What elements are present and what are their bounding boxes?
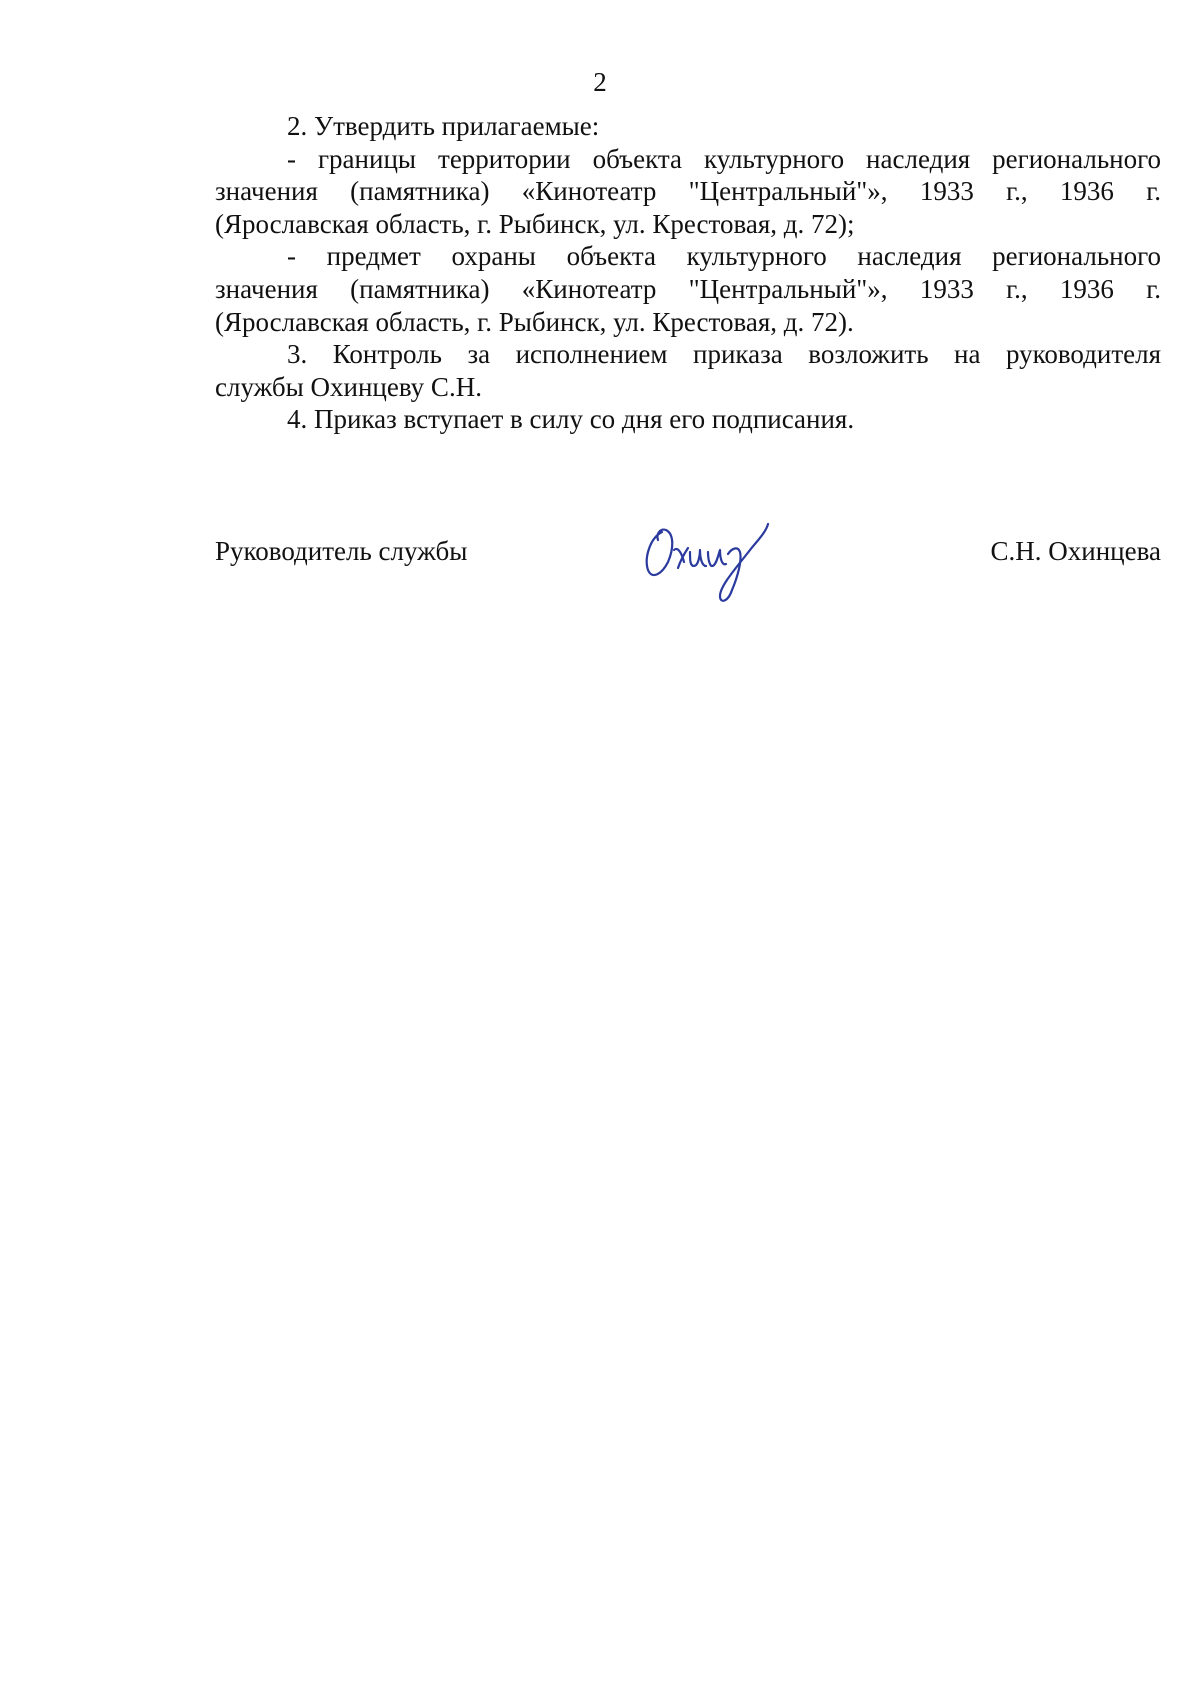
- clause-4: 4. Приказ вступает в силу со дня его подписания.: [287, 404, 855, 435]
- clause-3-line-1: 3. Контроль за исполнением приказа возложить на руководителя: [287, 339, 1161, 370]
- signatory-name: С.Н. Охинцева: [990, 536, 1161, 566]
- clause-2-item-1-line-2: значения (памятника) «Кинотеатр "Центральный"», 1933 г., 1936 г.: [215, 176, 1161, 207]
- clause-3-line-2: службы Охинцеву С.Н.: [215, 371, 482, 402]
- clause-2-item-1-line-1: - границы территории объекта культурного наследия регионального: [287, 143, 1161, 174]
- clause-2-item-1-line-3: (Ярославская область, г. Рыбинск, ул. Крестовая, д. 72);: [215, 208, 855, 239]
- clause-2-title: 2. Утвердить прилагаемые:: [287, 111, 600, 141]
- clause-2-item-2-line-2: значения (памятника) «Кинотеатр "Центральный"», 1933 г., 1936 г.: [215, 273, 1161, 304]
- handwritten-signature: [640, 510, 790, 610]
- clause-2-item-2-line-1: - предмет охраны объекта культурного наследия регионального: [287, 241, 1161, 272]
- signatory-role: Руководитель службы: [215, 536, 468, 566]
- order-body: [215, 110, 1161, 436]
- page-number: 2: [593, 67, 607, 97]
- clause-2-item-2-line-3: (Ярославская область, г. Рыбинск, ул. Крестовая, д. 72).: [215, 306, 854, 337]
